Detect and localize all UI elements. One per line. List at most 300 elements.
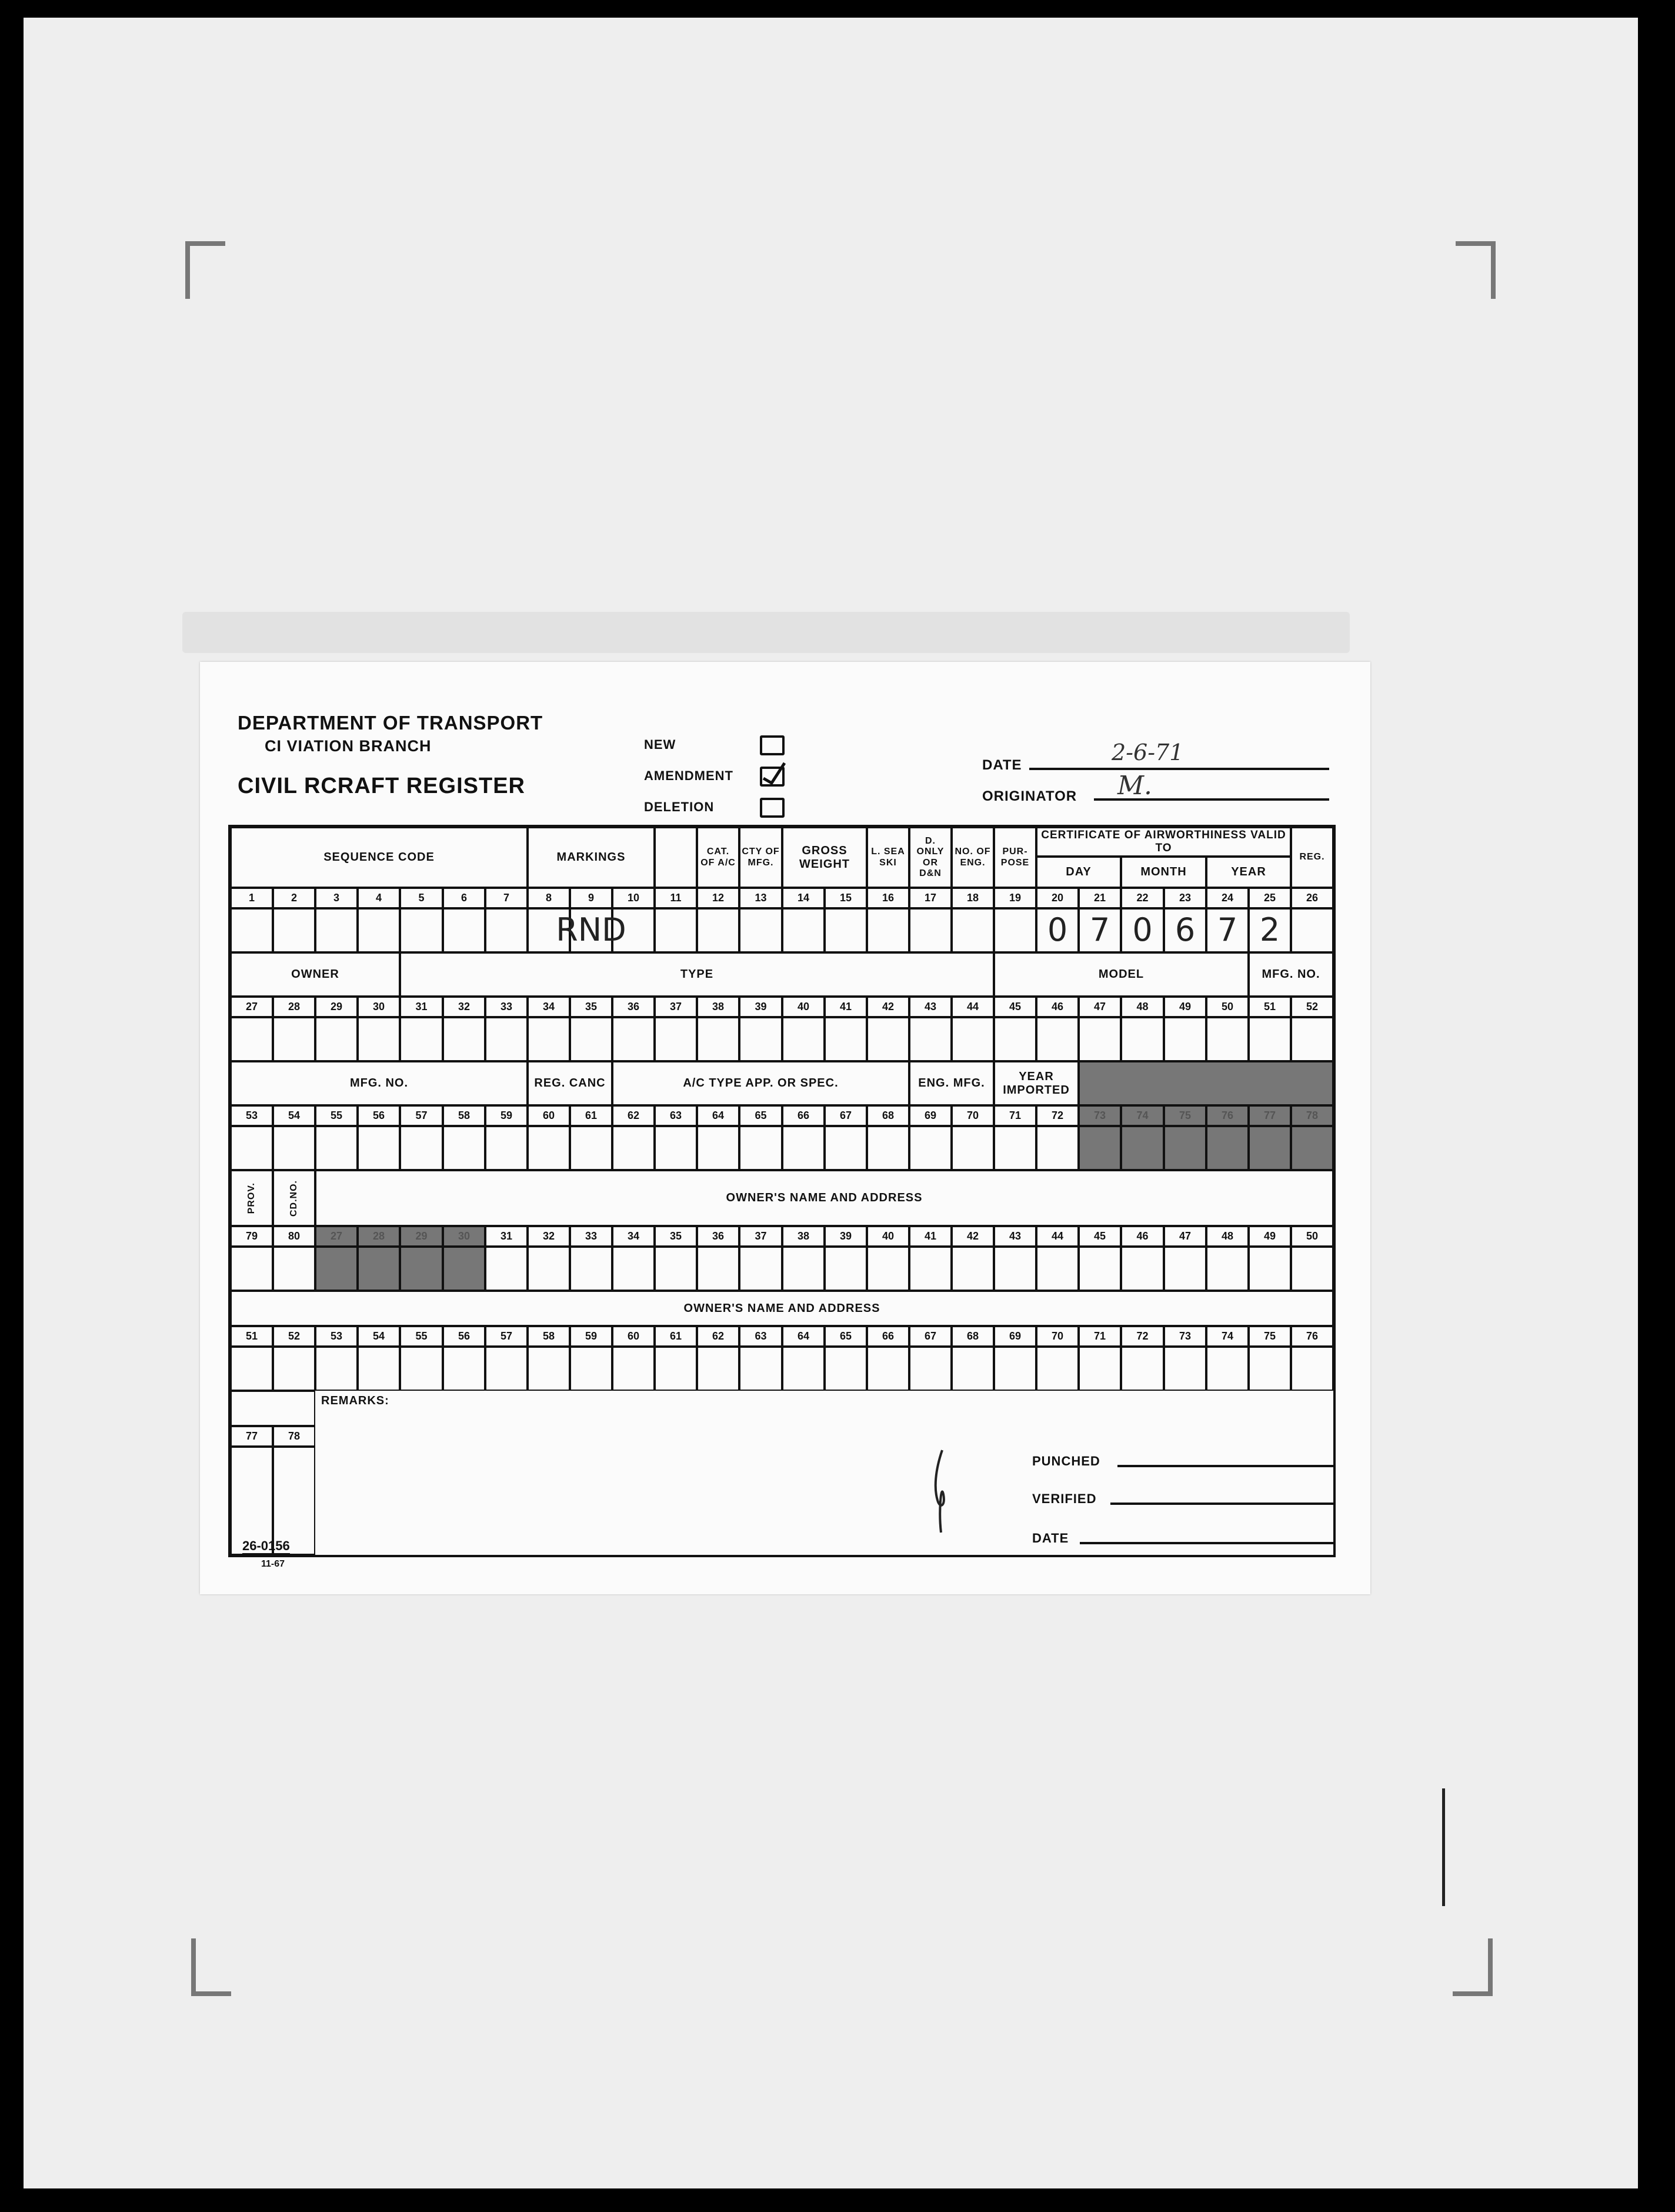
column-number-row4: 46 <box>1121 1226 1164 1247</box>
type-header: TYPE <box>400 952 994 997</box>
entry-cell[interactable] <box>400 1126 443 1170</box>
column-number-row2: 37 <box>655 997 697 1017</box>
checkmark-icon <box>759 762 788 785</box>
entry-cell[interactable] <box>528 1126 570 1170</box>
entry-cell[interactable] <box>1291 908 1333 952</box>
column-number-row2: 45 <box>994 997 1036 1017</box>
column-number-row1: 12 <box>697 888 739 908</box>
entry-cell[interactable] <box>782 908 825 952</box>
entry-cell[interactable] <box>697 1017 739 1061</box>
column-number-row2: 43 <box>909 997 952 1017</box>
column-number-row5: 76 <box>1291 1326 1333 1347</box>
entry-cell[interactable] <box>443 1126 485 1170</box>
column-number-row3: 59 <box>485 1105 528 1126</box>
column-number-row2: 48 <box>1121 997 1164 1017</box>
entry-cell[interactable] <box>231 1247 273 1291</box>
column-number-row5: 69 <box>994 1326 1036 1347</box>
originator-value: M. <box>1117 771 1153 801</box>
new-label: NEW <box>644 737 676 752</box>
column-number-row4: 34 <box>612 1226 655 1247</box>
column-number-row2: 49 <box>1164 997 1206 1017</box>
column-number-row5: 56 <box>443 1326 485 1347</box>
form-number: 26-0156 <box>242 1538 290 1554</box>
column-number-row2: 41 <box>825 997 867 1017</box>
column-number-row1: 3 <box>315 888 358 908</box>
entry-cell[interactable] <box>994 908 1036 952</box>
entry-cell[interactable] <box>952 1347 994 1391</box>
column-number-row6: 78 <box>273 1426 315 1447</box>
column-number-row4: 43 <box>994 1226 1036 1247</box>
entry-cell[interactable] <box>1164 1247 1206 1291</box>
column-number-row2: 47 <box>1079 997 1121 1017</box>
column-number-row4: 40 <box>867 1226 909 1247</box>
column-number-row5: 67 <box>909 1326 952 1347</box>
column-number-row5: 65 <box>825 1326 867 1347</box>
airworthiness-digit[interactable]: 6 <box>1164 908 1206 952</box>
column-number-row2: 29 <box>315 997 358 1017</box>
entry-cell[interactable] <box>739 908 782 952</box>
entry-cell[interactable] <box>739 1126 782 1170</box>
punched-line <box>1117 1465 1335 1467</box>
entry-cell <box>443 1247 485 1291</box>
entry-cell[interactable] <box>358 908 400 952</box>
entry-cell[interactable] <box>273 1017 315 1061</box>
entry-cell[interactable] <box>782 1017 825 1061</box>
entry-cell[interactable] <box>1079 1347 1121 1391</box>
entry-cell[interactable] <box>867 1347 909 1391</box>
entry-cell[interactable] <box>782 1247 825 1291</box>
entry-cell[interactable] <box>825 1347 867 1391</box>
crop-mark-top-left <box>185 241 225 299</box>
reg-canc-header: REG. CANC <box>528 1061 612 1105</box>
entry-cell[interactable] <box>739 1017 782 1061</box>
entry-cell[interactable] <box>1079 1017 1121 1061</box>
entry-cell[interactable] <box>612 1247 655 1291</box>
column-number-row3: 56 <box>358 1105 400 1126</box>
airworthiness-digit[interactable]: 2 <box>1249 908 1291 952</box>
column-number-row4: 29 <box>400 1226 443 1247</box>
column-number-row2: 35 <box>570 997 612 1017</box>
column-number-row3: 55 <box>315 1105 358 1126</box>
entry-cell[interactable] <box>315 1347 358 1391</box>
column-number-row4: 48 <box>1206 1226 1249 1247</box>
entry-cell[interactable] <box>273 1347 315 1391</box>
column-number-row1: 21 <box>1079 888 1121 908</box>
entry-cell[interactable] <box>867 1247 909 1291</box>
column-number-row4: 42 <box>952 1226 994 1247</box>
airworthiness-digit[interactable]: 0 <box>1121 908 1164 952</box>
new-checkbox[interactable] <box>760 735 785 755</box>
column-number-row4: 39 <box>825 1226 867 1247</box>
originator-label: ORIGINATOR <box>982 788 1077 804</box>
entry-cell[interactable] <box>612 1126 655 1170</box>
column-number-row1: 24 <box>1206 888 1249 908</box>
column-number-row5: 60 <box>612 1326 655 1347</box>
column-number-row3: 75 <box>1164 1105 1206 1126</box>
entry-cell[interactable] <box>400 908 443 952</box>
column-number-row3: 69 <box>909 1105 952 1126</box>
entry-cell[interactable] <box>1206 1017 1249 1061</box>
entry-cell[interactable] <box>528 1017 570 1061</box>
column-number-row2: 46 <box>1036 997 1079 1017</box>
entry-cell[interactable] <box>485 1347 528 1391</box>
column-number-row5: 72 <box>1121 1326 1164 1347</box>
column-number-row3: 73 <box>1079 1105 1121 1126</box>
entry-cell[interactable] <box>1121 1247 1164 1291</box>
entry-cell[interactable] <box>1291 1347 1333 1391</box>
column-number-row3: 77 <box>1249 1105 1291 1126</box>
entry-cell[interactable] <box>782 1347 825 1391</box>
entry-cell[interactable] <box>909 1347 952 1391</box>
scan-line-mark <box>1442 1788 1445 1906</box>
eng-mfg-header: ENG. MFG. <box>909 1061 994 1105</box>
entry-cell[interactable] <box>994 1347 1036 1391</box>
airworthiness-digit[interactable]: 7 <box>1079 908 1121 952</box>
column-number-row1: 6 <box>443 888 485 908</box>
column-number-row1: 26 <box>1291 888 1333 908</box>
entry-cell <box>1291 1126 1333 1170</box>
entry-cell[interactable] <box>315 1126 358 1170</box>
entry-cell[interactable] <box>867 908 909 952</box>
column-number-row4: 47 <box>1164 1226 1206 1247</box>
column-number-row3: 61 <box>570 1105 612 1126</box>
markings-value[interactable]: RND <box>528 908 655 952</box>
column-number-row1: 7 <box>485 888 528 908</box>
owner-header: OWNER <box>231 952 400 997</box>
column-number-row3: 71 <box>994 1105 1036 1126</box>
entry-cell[interactable] <box>697 1347 739 1391</box>
column-number-row5: 70 <box>1036 1326 1079 1347</box>
column-number-row3: 54 <box>273 1105 315 1126</box>
entry-cell[interactable] <box>612 1347 655 1391</box>
entry-cell[interactable] <box>825 1017 867 1061</box>
column-number-row2: 51 <box>1249 997 1291 1017</box>
entry-cell[interactable] <box>952 1126 994 1170</box>
column-number-row3: 53 <box>231 1105 273 1126</box>
entry-cell[interactable] <box>443 1017 485 1061</box>
entry-cell[interactable] <box>273 1247 315 1291</box>
amendment-checkbox[interactable] <box>760 767 785 787</box>
entry-cell[interactable] <box>273 1126 315 1170</box>
column-number-row6: 77 <box>231 1426 273 1447</box>
entry-cell[interactable] <box>739 1247 782 1291</box>
entry-cell[interactable] <box>1206 1347 1249 1391</box>
entry-cell[interactable] <box>1164 1017 1206 1061</box>
column-number-row1: 16 <box>867 888 909 908</box>
column-number-row3: 62 <box>612 1105 655 1126</box>
column-number-row2: 44 <box>952 997 994 1017</box>
entry-cell[interactable] <box>231 908 273 952</box>
column-number-row5: 66 <box>867 1326 909 1347</box>
column-number-row1: 25 <box>1249 888 1291 908</box>
column-number-row3: 67 <box>825 1105 867 1126</box>
deletion-checkbox[interactable] <box>760 798 785 818</box>
entry-cell[interactable] <box>655 1017 697 1061</box>
entry-cell[interactable] <box>739 1347 782 1391</box>
gross-weight-header: GROSS WEIGHT <box>782 827 867 888</box>
ac-type-header: A/C TYPE APP. OR SPEC. <box>612 1061 909 1105</box>
column-number-row5: 68 <box>952 1326 994 1347</box>
entry-cell[interactable] <box>825 1247 867 1291</box>
mfg-no-header: MFG. NO. <box>1249 952 1333 997</box>
entry-cell[interactable] <box>1249 1017 1291 1061</box>
column-number-row3: 57 <box>400 1105 443 1126</box>
column-number-row1: 5 <box>400 888 443 908</box>
column-number-row5: 51 <box>231 1326 273 1347</box>
entry-cell[interactable] <box>570 1017 612 1061</box>
shaded-block <box>1079 1061 1333 1105</box>
column-number-row1: 4 <box>358 888 400 908</box>
column-number-row4: 38 <box>782 1226 825 1247</box>
column-number-row5: 71 <box>1079 1326 1121 1347</box>
entry-cell[interactable] <box>697 1247 739 1291</box>
entry-cell <box>1206 1126 1249 1170</box>
airworthiness-header: CERTIFICATE OF AIRWORTHINESS VALID TO <box>1036 827 1291 857</box>
photo-paper <box>24 18 1638 2188</box>
entry-cell <box>1249 1126 1291 1170</box>
entry-cell[interactable] <box>952 908 994 952</box>
entry-cell[interactable] <box>358 1017 400 1061</box>
entry-cell[interactable] <box>825 908 867 952</box>
column-number-row2: 38 <box>697 997 739 1017</box>
column-number-row1: 22 <box>1121 888 1164 908</box>
column-number-row5: 53 <box>315 1326 358 1347</box>
entry-cell[interactable] <box>570 1126 612 1170</box>
column-number-row1: 10 <box>612 888 655 908</box>
entry-cell[interactable] <box>485 1017 528 1061</box>
airworthiness-digit[interactable]: 7 <box>1206 908 1249 952</box>
column-number-row4: 32 <box>528 1226 570 1247</box>
entry-cell[interactable] <box>400 1017 443 1061</box>
date-value: 2-6-71 <box>1112 739 1184 765</box>
year-header: YEAR <box>1206 857 1291 888</box>
entry-cell[interactable] <box>1249 1247 1291 1291</box>
column-number-row1: 23 <box>1164 888 1206 908</box>
entry-cell[interactable] <box>1291 1247 1333 1291</box>
reg-header: REG. <box>1291 827 1333 888</box>
entry-cell[interactable] <box>994 1017 1036 1061</box>
entry-cell[interactable] <box>231 1126 273 1170</box>
column-number-row5: 74 <box>1206 1326 1249 1347</box>
column-number-row5: 61 <box>655 1326 697 1347</box>
cat-ac-header: CAT. OF A/C <box>697 827 739 888</box>
entry-cell[interactable] <box>782 1126 825 1170</box>
entry-cell[interactable] <box>1249 1347 1291 1391</box>
column-number-row5: 63 <box>739 1326 782 1347</box>
entry-cell <box>1121 1126 1164 1170</box>
column-number-row2: 33 <box>485 997 528 1017</box>
day-header: DAY <box>1036 857 1121 888</box>
aircraft-register-card <box>200 662 1370 1594</box>
entry-cell[interactable] <box>315 1017 358 1061</box>
entry-cell[interactable] <box>485 1126 528 1170</box>
footer-date-line <box>1080 1542 1335 1544</box>
punched-label: PUNCHED <box>1032 1454 1100 1468</box>
entry-cell[interactable] <box>697 908 739 952</box>
column-number-row4: 44 <box>1036 1226 1079 1247</box>
cd-no-header <box>273 1170 315 1226</box>
entry-cell[interactable] <box>994 1126 1036 1170</box>
verified-line <box>1110 1503 1335 1505</box>
date-line <box>1029 768 1329 770</box>
card-holder-edge <box>182 612 1350 653</box>
entry-cell[interactable] <box>1036 1247 1079 1291</box>
column-number-row5: 75 <box>1249 1326 1291 1347</box>
column-number-row4: 37 <box>739 1226 782 1247</box>
entry-cell[interactable] <box>909 1017 952 1061</box>
entry-cell[interactable] <box>1121 1347 1164 1391</box>
entry-cell[interactable] <box>485 908 528 952</box>
entry-cell[interactable] <box>358 1126 400 1170</box>
owner-name-header: OWNER'S NAME AND ADDRESS <box>315 1170 1333 1226</box>
department-title: DEPARTMENT OF TRANSPORT <box>238 712 543 734</box>
entry-cell[interactable] <box>443 1347 485 1391</box>
airworthiness-digit[interactable]: 0 <box>1036 908 1079 952</box>
column-number-row2: 34 <box>528 997 570 1017</box>
date-label: DATE <box>982 757 1022 773</box>
column-number-row3: 60 <box>528 1105 570 1126</box>
form-revision: 11-67 <box>261 1559 285 1569</box>
column-number-row3: 64 <box>697 1105 739 1126</box>
l-sea-ski-header: L. SEA SKI <box>867 827 909 888</box>
verified-label: VERIFIED <box>1032 1491 1097 1506</box>
column-number-row1: 2 <box>273 888 315 908</box>
entry-cell[interactable] <box>570 1347 612 1391</box>
entry-cell[interactable] <box>697 1126 739 1170</box>
entry-cell[interactable] <box>1206 1247 1249 1291</box>
column-number-row4: 33 <box>570 1226 612 1247</box>
entry-cell[interactable] <box>528 1247 570 1291</box>
entry-cell[interactable] <box>655 908 697 952</box>
column-number-row5: 62 <box>697 1326 739 1347</box>
remarks-label: REMARKS: <box>321 1394 389 1407</box>
column-number-row1: 15 <box>825 888 867 908</box>
entry-cell[interactable] <box>443 908 485 952</box>
entry-cell[interactable] <box>1121 1017 1164 1061</box>
column-number-row3: 63 <box>655 1105 697 1126</box>
column-number-row4: 30 <box>443 1226 485 1247</box>
column-number-row3: 76 <box>1206 1105 1249 1126</box>
entry-cell[interactable] <box>952 1247 994 1291</box>
column-number-row1: 11 <box>655 888 697 908</box>
entry-cell[interactable] <box>1036 1126 1079 1170</box>
prov-header-text: PROV. <box>246 1182 256 1214</box>
column-number-row4: 50 <box>1291 1226 1333 1247</box>
column-number-row4: 27 <box>315 1226 358 1247</box>
column-number-row4: 41 <box>909 1226 952 1247</box>
column-number-row2: 39 <box>739 997 782 1017</box>
signature-mark <box>929 1447 953 1535</box>
entry-cell[interactable] <box>909 1247 952 1291</box>
column-11-header <box>655 827 697 888</box>
entry-cell[interactable] <box>231 1347 273 1391</box>
column-number-row2: 32 <box>443 997 485 1017</box>
entry-cell[interactable] <box>400 1347 443 1391</box>
entry-cell[interactable] <box>1164 1347 1206 1391</box>
cd-no-header-text: CD.NO. <box>288 1180 299 1217</box>
entry-cell[interactable] <box>952 1017 994 1061</box>
column-number-row1: 1 <box>231 888 273 908</box>
deletion-label: DELETION <box>644 799 715 814</box>
column-number-row1: 19 <box>994 888 1036 908</box>
footer-date-label: DATE <box>1032 1531 1069 1545</box>
entry-cell[interactable] <box>909 908 952 952</box>
column-number-row4: 31 <box>485 1226 528 1247</box>
entry-cell[interactable] <box>867 1017 909 1061</box>
column-number-row5: 73 <box>1164 1326 1206 1347</box>
column-number-row2: 30 <box>358 997 400 1017</box>
entry-cell[interactable] <box>867 1126 909 1170</box>
column-number-row4: 36 <box>697 1226 739 1247</box>
entry-cell[interactable] <box>358 1347 400 1391</box>
entry-cell[interactable] <box>1036 1017 1079 1061</box>
column-number-row2: 40 <box>782 997 825 1017</box>
entry-cell[interactable] <box>994 1247 1036 1291</box>
column-number-row2: 36 <box>612 997 655 1017</box>
cty-mfg-header: CTY OF MFG. <box>739 827 782 888</box>
column-number-row5: 57 <box>485 1326 528 1347</box>
owner-name-header-2: OWNER'S NAME AND ADDRESS <box>231 1291 1333 1326</box>
column-number-row1: 17 <box>909 888 952 908</box>
entry-cell[interactable] <box>655 1347 697 1391</box>
column-number-row1: 9 <box>570 888 612 908</box>
entry-cell <box>1079 1126 1121 1170</box>
register-title: CIVIL RCRAFT REGISTER <box>238 774 525 798</box>
column-number-row4: 35 <box>655 1226 697 1247</box>
column-number-row5: 58 <box>528 1326 570 1347</box>
entry-cell[interactable] <box>1291 1017 1333 1061</box>
entry-cell[interactable] <box>570 1247 612 1291</box>
column-number-row3: 72 <box>1036 1105 1079 1126</box>
column-number-row5: 64 <box>782 1326 825 1347</box>
entry-cell[interactable] <box>528 1347 570 1391</box>
branch-title: CI VIATION BRANCH <box>265 737 432 755</box>
entry-cell[interactable] <box>909 1126 952 1170</box>
entry-cell[interactable] <box>1079 1247 1121 1291</box>
column-number-row5: 54 <box>358 1326 400 1347</box>
column-number-row2: 31 <box>400 997 443 1017</box>
column-number-row5: 52 <box>273 1326 315 1347</box>
entry-cell[interactable] <box>655 1247 697 1291</box>
model-header: MODEL <box>994 952 1249 997</box>
entry-cell[interactable] <box>315 908 358 952</box>
column-number-row4: 45 <box>1079 1226 1121 1247</box>
column-number-row4: 49 <box>1249 1226 1291 1247</box>
blank-cell <box>231 1391 315 1426</box>
column-number-row1: 18 <box>952 888 994 908</box>
entry-cell[interactable] <box>273 908 315 952</box>
entry-cell <box>400 1247 443 1291</box>
column-number-row5: 55 <box>400 1326 443 1347</box>
markings-header: MARKINGS <box>528 827 655 888</box>
entry-cell[interactable] <box>655 1126 697 1170</box>
entry-cell[interactable] <box>612 1017 655 1061</box>
entry-cell[interactable] <box>231 1017 273 1061</box>
column-number-row2: 28 <box>273 997 315 1017</box>
column-number-row3: 78 <box>1291 1105 1333 1126</box>
prov-header <box>231 1170 273 1226</box>
entry-cell <box>315 1247 358 1291</box>
column-number-row3: 66 <box>782 1105 825 1126</box>
entry-cell[interactable] <box>1036 1347 1079 1391</box>
crop-mark-bottom-right <box>1453 1938 1493 1996</box>
entry-cell[interactable] <box>485 1247 528 1291</box>
sequence-code-header: SEQUENCE CODE <box>231 827 528 888</box>
entry-cell[interactable] <box>825 1126 867 1170</box>
column-number-row1: 8 <box>528 888 570 908</box>
d-only-header: D. ONLY OR D&N <box>909 827 952 888</box>
column-number-row1: 20 <box>1036 888 1079 908</box>
